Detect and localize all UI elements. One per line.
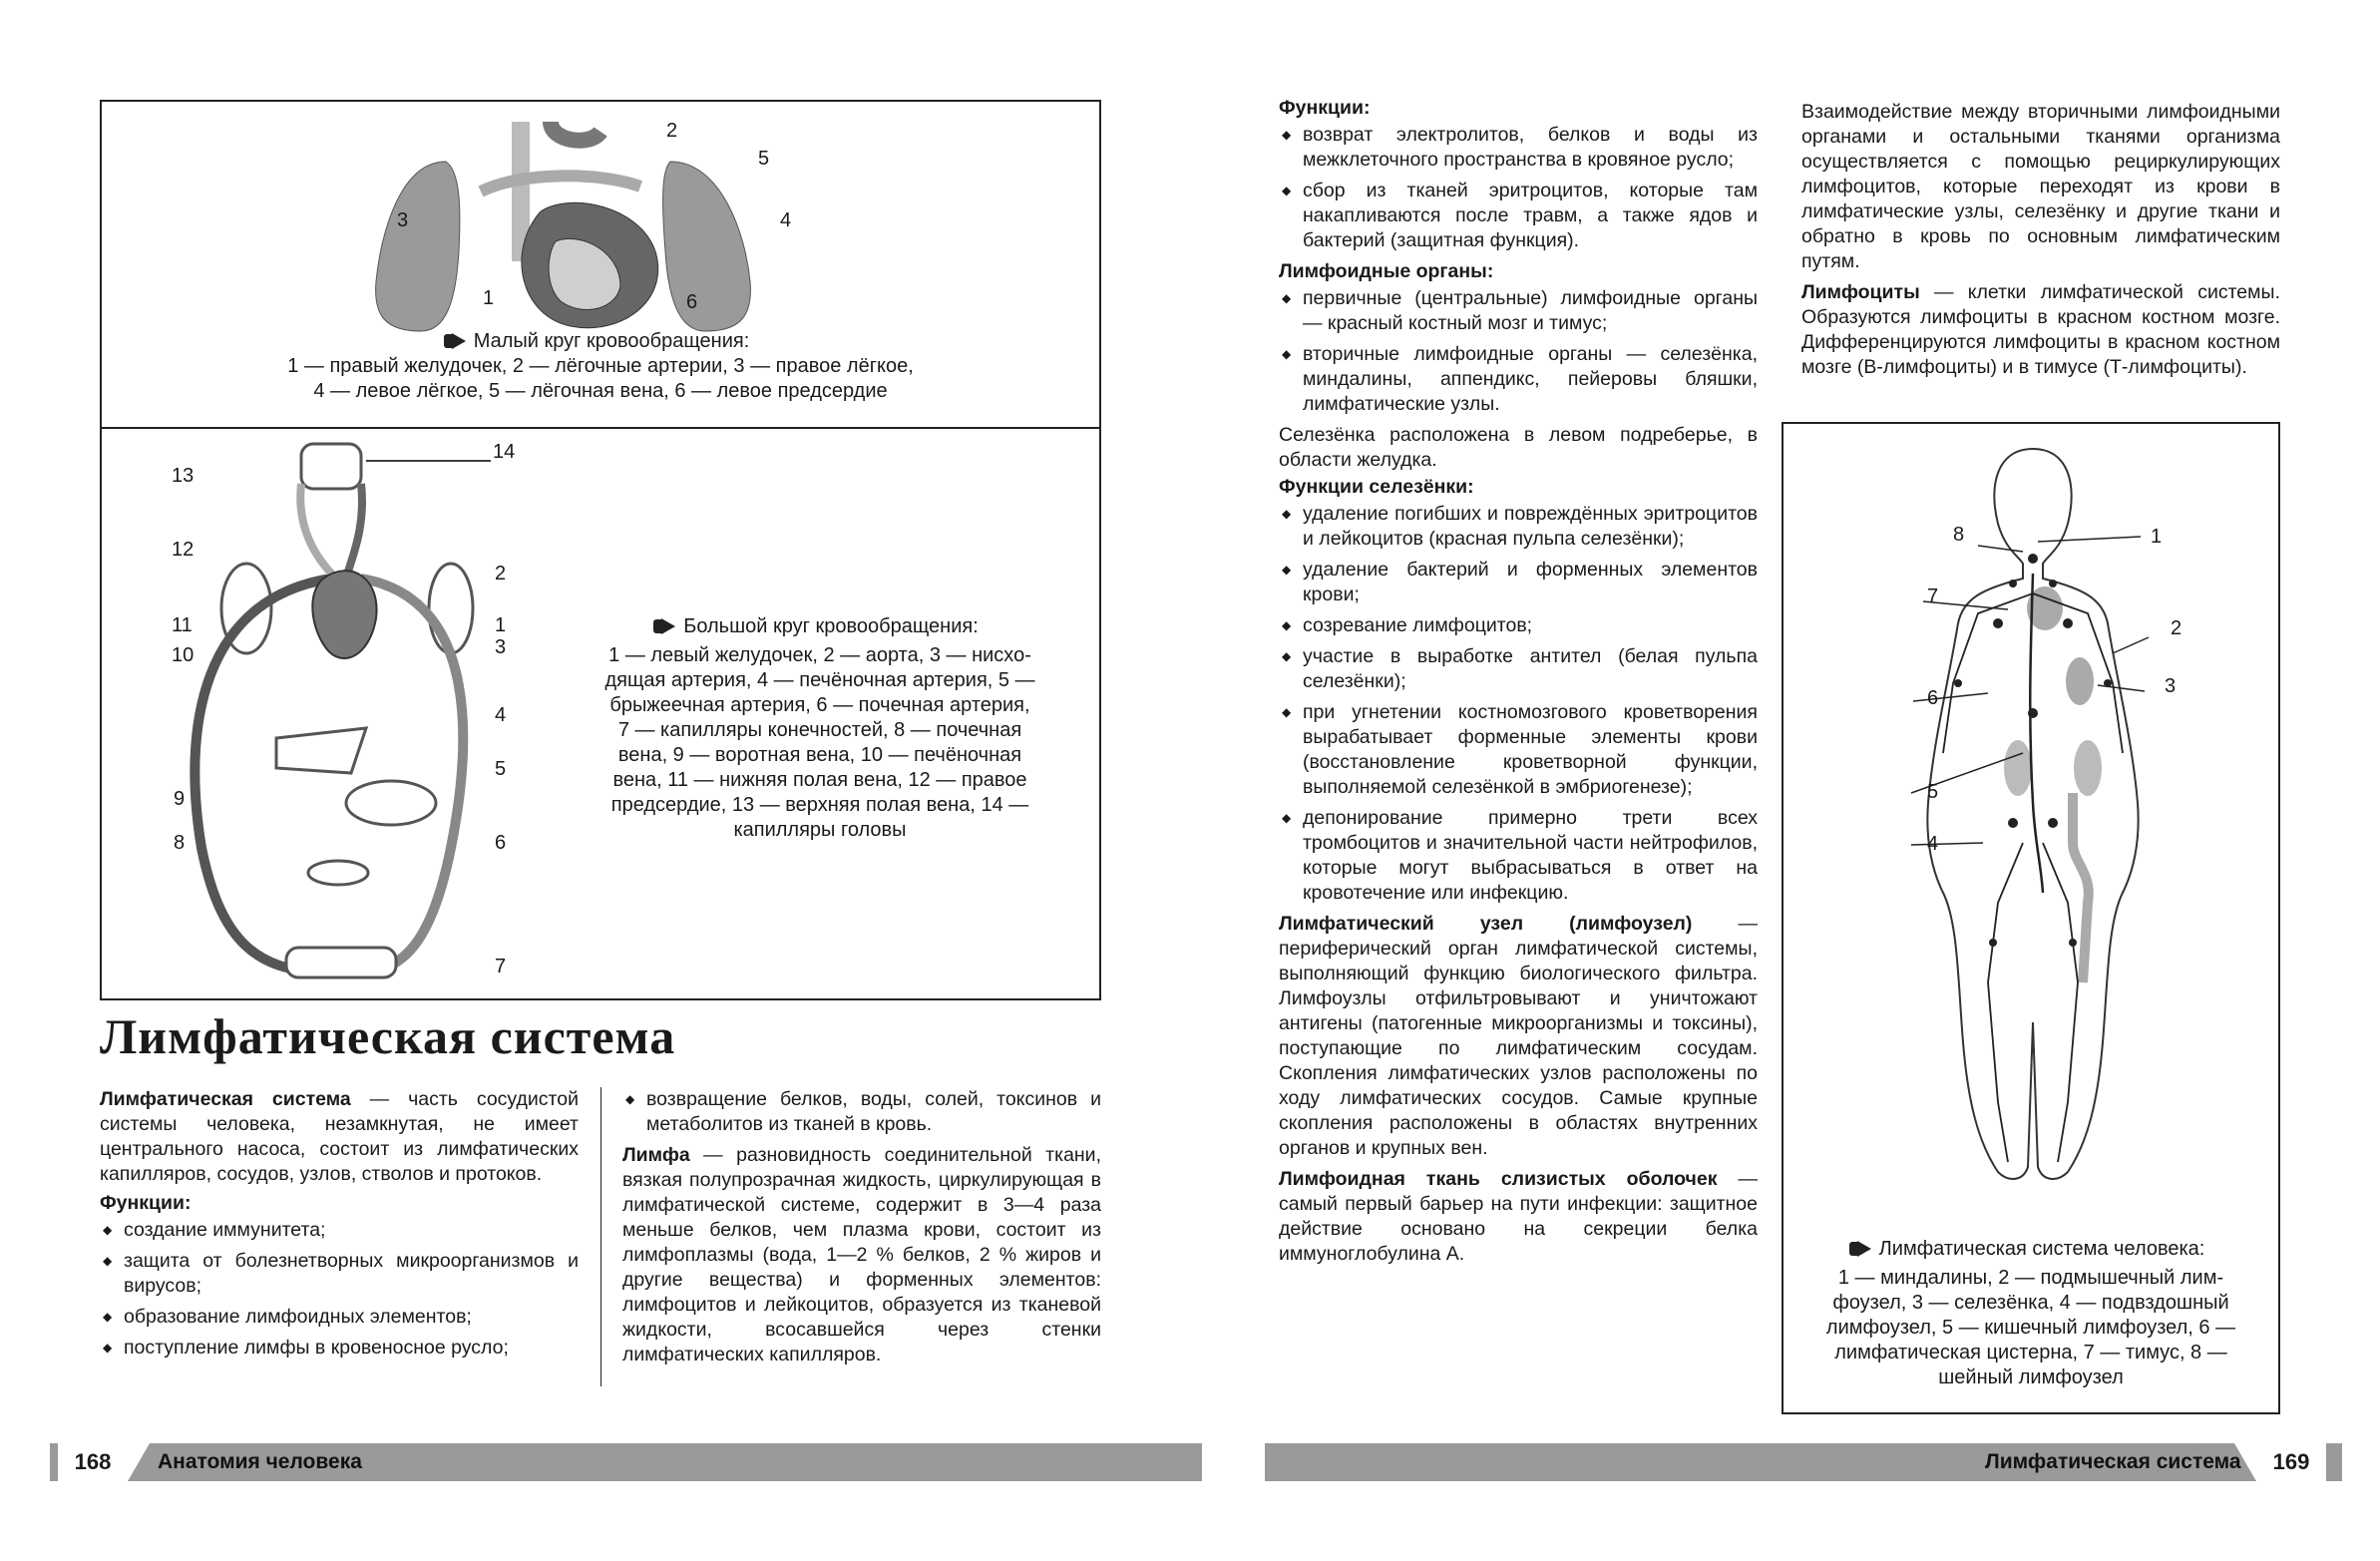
footer-notch	[128, 1443, 150, 1481]
list-item: ◆ образование лимфоидных элементов;	[100, 1305, 579, 1330]
functions-list	[100, 1218, 579, 1361]
right-column-1	[1279, 96, 1758, 1269]
left-column-1	[100, 1087, 579, 1366]
section-title: Лимфатическая система	[100, 1008, 676, 1064]
label-8: 8	[1953, 524, 1965, 546]
figure-lymphatic-system	[1782, 422, 2280, 1414]
label-12: 12	[172, 539, 195, 561]
lymphocytes-paragraph: Лимфоциты — клетки лимфатической системы. Образуются лимфоциты в красном костном мозге. Дифференцируются лимфоциты в красном костном мозге (В-лимфоциты) и в тимусе (Т-лимфоциты).	[1801, 281, 2280, 378]
mucosa-paragraph: Лимфоидная ткань слизистых оболочек — самый первый барьер на пути инфекции: защитное действие основано на секреции белка иммуноглобулина А.	[1279, 1168, 1758, 1265]
organs-heading: Лимфоидные органы:	[1279, 260, 1494, 282]
list-item: ◆ созревание лимфоцитов;	[1279, 613, 1758, 638]
figure-systemic-circulation	[100, 427, 1101, 1000]
pointer-icon	[661, 618, 675, 634]
list-item: ◆ удаление бактерий и форменных элементов крови;	[1279, 558, 1758, 607]
label-9: 9	[174, 788, 186, 810]
label-11: 11	[172, 614, 193, 636]
spleen-functions-list	[1279, 502, 1758, 906]
figure-caption: Большой круг кровообращения: 1 — левый желудочек, 2 — аорта, 3 — нисхо- дящая артерия, 4 — печёночная артерия, 5 — брыжеечная артерия, 6 — почечная артерия, 7 — капилляры конечностей, 8 — почечная вена, 9 — воротная вена, 10 — печёночная вена, 11 — нижняя полая вена, 12 — правое предсердие, 13 — верхняя полая вена, 14 — капилляры головы	[604, 615, 1035, 841]
label-10: 10	[172, 644, 195, 666]
label-6: 6	[686, 291, 698, 313]
label-2: 2	[2171, 617, 2182, 639]
label-7: 7	[1927, 585, 1939, 607]
spleen-heading: Функции селезёнки:	[1279, 476, 1474, 498]
functions-heading: Функции:	[1279, 97, 1371, 119]
label-4: 4	[1927, 833, 1939, 855]
label-5: 5	[758, 148, 770, 170]
lymph-node-paragraph: Лимфатический узел (лимфоузел) — периферический орган лимфатической системы, выполняющий функцию биологического фильтра. Лимфоузлы отфильтровывают и уничтожают антигены (патогенные микроорганизмы и токсины), поступающие по лимфатическим сосудам. Скопления лимфатических узлов расположены по ходу лимфатических сосудов. Самые крупные скопления расположены в областях внутренних органов и крупных вен.	[1279, 913, 1758, 1159]
label-3: 3	[495, 636, 507, 658]
list-item: ◆ удаление погибших и повреждённых эритроцитов и лейкоцитов (красная пульпа селезёнки);	[1279, 502, 1758, 552]
label-4: 4	[495, 704, 507, 726]
list-item: ◆ при угнетении костномозгового кроветворения вырабатывает форменные элементы крови (восстановление кроветворной функции, выполняемой селезёнкой в эмбриогенезе);	[1279, 700, 1758, 800]
label-2: 2	[495, 563, 507, 585]
circulation-illustration	[102, 429, 600, 1002]
pointer-icon	[1857, 1241, 1871, 1257]
figure-caption: Лимфатическая система человека: 1 — миндалины, 2 — подмышечный лим- фоузел, 3 — селезёнка, 4 — подвздошный лимфоузел, 5 — кишечный лимфоузел, 6 — лимфатическая цистерна, 7 — тимус, 8 — шейный лимфоузел	[1825, 1238, 2236, 1388]
page-number: 169	[2256, 1443, 2326, 1481]
label-3: 3	[397, 209, 409, 231]
pointer-icon	[452, 333, 466, 349]
right-column-2	[1801, 100, 2280, 382]
functions-list	[1279, 123, 1758, 253]
running-head: Анатомия человека	[158, 1450, 362, 1473]
label-8: 8	[174, 832, 186, 854]
figure-caption: Малый круг кровообращения: 1 — правый желудочек, 2 — лёгочные артерии, 3 — правое лёгкое, 4 — левое лёгкое, 5 — лёгочная вена, 6 — левое предсердие	[287, 330, 914, 402]
label-6: 6	[495, 832, 507, 854]
label-5: 5	[1927, 781, 1939, 803]
list-item: ◆ поступление лимфы в кровеносное русло;	[100, 1336, 579, 1361]
figure-pulmonary-circulation	[100, 100, 1101, 429]
label-1: 1	[2151, 526, 2163, 548]
organs-list	[1279, 286, 1758, 417]
list-item: ◆ возврат электролитов, белков и воды из межклеточного пространства в кровяное русло;	[1279, 123, 1758, 173]
label-3: 3	[2165, 675, 2177, 697]
body-lymph-illustration	[1784, 424, 2278, 1222]
interaction-paragraph: Взаимодействие между вторичными лимфоидными органами и остальными тканями организма осуществляется с помощью рециркулирующих лимфоцитов, которые переходят из крови в лимфатические узлы, селезёнку и другие ткани и обратно в кровь по основным лимфатическим путям.	[1801, 101, 2280, 272]
spleen-paragraph: Селезёнка расположена в левом подреберье, в области желудка.	[1279, 424, 1758, 471]
list-item: ◆ создание иммунитета;	[100, 1218, 579, 1243]
label-7: 7	[495, 956, 507, 977]
list-item: ◆ возвращение белков, воды, солей, токсинов и метаболитов из тканей в кровь.	[622, 1087, 1101, 1137]
label-4: 4	[780, 209, 792, 231]
label-2: 2	[666, 120, 678, 142]
label-13: 13	[172, 465, 195, 487]
list-item: ◆ первичные (центральные) лимфоидные органы — красный костный мозг и тимус;	[1279, 286, 1758, 336]
label-1: 1	[495, 614, 507, 636]
page-number: 168	[58, 1443, 128, 1481]
list-item: ◆ депонирование примерно трети всех тромбоцитов и значительной части нейтрофилов, которые могут выбрасываться в ответ на кровотечение или инфекцию.	[1279, 806, 1758, 906]
intro-paragraph: Лимфатическая система — часть сосудистой системы человека, незамкнутая, не имеет центрального насоса, состоит из лимфатических капилляров, сосудов, узлов, стволов и протоков.	[100, 1088, 579, 1185]
lymph-paragraph: Лимфа — разновидность соединительной ткани, вязкая полупрозрачная жидкость, циркулирующая в лимфатической системе, содержит в 3—4 раза меньше белков, чем плазма крови, состоит из лимфоплазмы (вода, 1—2 % белков, 2 % жиров и другие вещества) и форменных элементов: лимфоцитов и лейкоцитов, образуется из тканевой жидкости, всосавшейся через стенки лимфатических капилляров.	[622, 1144, 1101, 1366]
functions-heading: Функции:	[100, 1192, 192, 1214]
list-item: ◆ участие в выработке антител (белая пульпа селезёнки);	[1279, 644, 1758, 694]
label-6: 6	[1927, 687, 1939, 709]
column-divider	[600, 1087, 601, 1386]
functions-list-cont	[622, 1087, 1101, 1137]
label-1: 1	[483, 287, 495, 309]
left-column-2	[622, 1087, 1101, 1369]
list-item: ◆ защита от болезнетворных микроорганизмов и вирусов;	[100, 1249, 579, 1299]
running-head: Лимфатическая система	[1985, 1450, 2241, 1473]
label-5: 5	[495, 758, 507, 780]
label-14: 14	[493, 441, 516, 463]
list-item: ◆ вторичные лимфоидные органы — селезёнка, миндалины, аппендикс, пейеровы бляшки, лимфатические узлы.	[1279, 342, 1758, 417]
list-item: ◆ сбор из тканей эритроцитов, которые там накапливаются после травм, а также ядов и бактерий (защитная функция).	[1279, 179, 1758, 253]
